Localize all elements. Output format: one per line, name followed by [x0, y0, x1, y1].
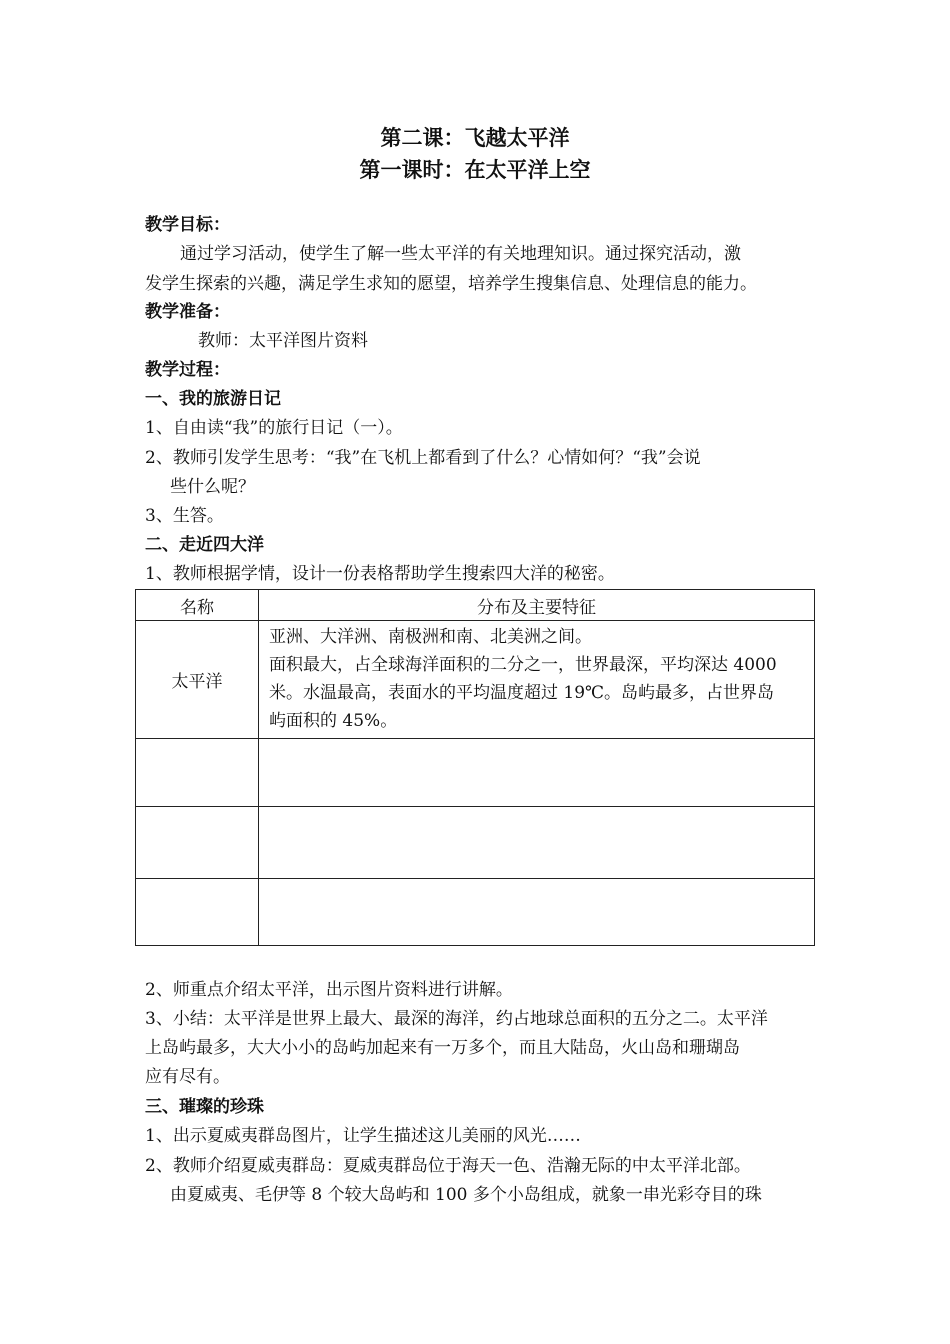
table-cell-desc — [259, 739, 815, 807]
table-desc-line1: 亚洲、大洋洲、南极洲和南、北美洲之间。 — [269, 627, 592, 647]
table-header-name: 名称 — [136, 590, 259, 621]
table-header-row — [136, 590, 815, 621]
section1-heading: 一、我的旅游日记 — [145, 389, 281, 409]
table-cell-name — [136, 807, 259, 879]
goals-text-line2: 发学生探索的兴趣，满足学生求知的愿望，培养学生搜集信息、处理信息的能力。 — [145, 274, 757, 294]
section2-item1: 1、教师根据学情，设计一份表格帮助学生搜索四大洋的秘密。 — [145, 564, 615, 584]
prep-heading: 教学准备： — [145, 302, 230, 322]
ocean-table — [135, 589, 815, 946]
section2-item3-line3: 应有尽有。 — [145, 1067, 230, 1087]
section2-item2: 2、师重点介绍太平洋，出示图片资料进行讲解。 — [145, 980, 513, 1000]
table-row — [136, 739, 815, 807]
section2-heading: 二、走近四大洋 — [145, 535, 264, 555]
process-heading: 教学过程： — [145, 360, 230, 380]
table-row — [136, 621, 815, 739]
section1-item2-line1: 2、教师引发学生思考：“我”在飞机上都看到了什么？心情如何？“我”会说 — [145, 448, 701, 468]
table-desc-line4: 屿面积的 45%。 — [269, 711, 398, 731]
prep-text: 教师：太平洋图片资料 — [198, 331, 368, 351]
section3-item2-line2: 由夏威夷、毛伊等 8 个较大岛屿和 100 多个小岛组成，就象一串光彩夺目的珠 — [170, 1185, 762, 1205]
section1-item2-line2: 些什么呢？ — [170, 477, 255, 497]
table-cell-name: 太平洋 — [136, 621, 259, 739]
goals-heading: 教学目标： — [145, 215, 230, 235]
lesson-title: 第二课：飞越太平洋 — [380, 126, 570, 150]
section1-item3: 3、生答。 — [145, 506, 224, 526]
table-cell-desc — [259, 807, 815, 879]
table-cell-desc — [259, 879, 815, 946]
table-cell-name — [136, 879, 259, 946]
section2-item3-line2: 上岛屿最多，大大小小的岛屿加起来有一万多个，而且大陆岛，火山岛和珊瑚岛 — [145, 1038, 740, 1058]
goals-text-line1: 通过学习活动，使学生了解一些太平洋的有关地理知识。通过探究活动，激 — [180, 244, 741, 264]
table-row — [136, 879, 815, 946]
table-row — [136, 807, 815, 879]
lesson-subtitle: 第一课时：在太平洋上空 — [359, 158, 591, 182]
table-desc-line2: 面积最大，占全球海洋面积的二分之一，世界最深，平均深达 4000 — [269, 655, 777, 675]
table-header-desc: 分布及主要特征 — [259, 590, 815, 621]
section1-item1: 1、自由读“我”的旅行日记（一）。 — [145, 418, 403, 438]
section3-item1: 1、出示夏威夷群岛图片，让学生描述这儿美丽的风光…… — [145, 1126, 581, 1146]
section2-item3-line1: 3、小结：太平洋是世界上最大、最深的海洋，约占地球总面积的五分之二。太平洋 — [145, 1009, 768, 1029]
section3-heading: 三、璀璨的珍珠 — [145, 1097, 264, 1117]
section3-item2-line1: 2、教师介绍夏威夷群岛：夏威夷群岛位于海天一色、浩瀚无际的中太平洋北部。 — [145, 1156, 751, 1176]
table-cell-desc — [259, 621, 815, 739]
table-cell-name — [136, 739, 259, 807]
table-desc-line3: 米。水温最高，表面水的平均温度超过 19℃。岛屿最多，占世界岛 — [269, 683, 775, 703]
